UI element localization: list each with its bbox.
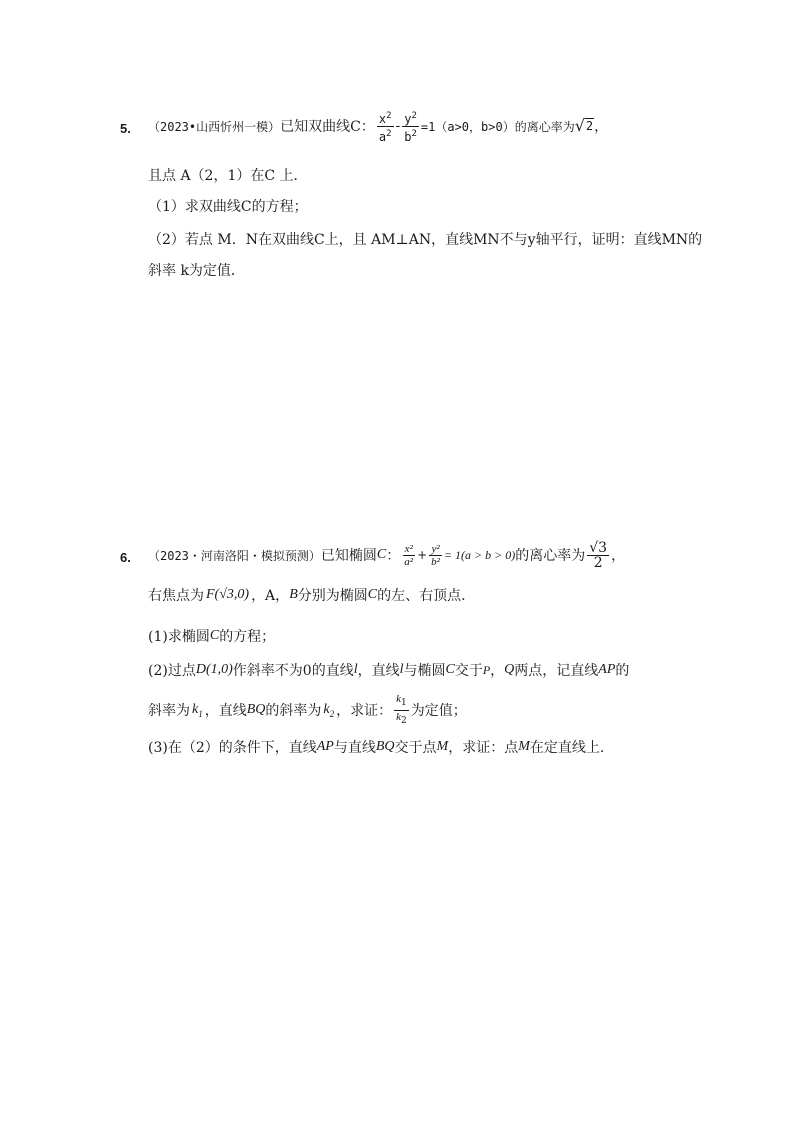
point-m: M — [436, 739, 449, 754]
question-5-part-1: （1）求双曲线C的方程； — [148, 199, 308, 215]
question-5-intro: 已知双曲线C： — [280, 119, 375, 135]
curve-c: C — [445, 662, 455, 677]
ellipse-rhs: = 1(a > b > 0) — [443, 547, 516, 562]
slope-k1: $k_1$ — [192, 701, 203, 719]
focus-point: F(√3,0) — [206, 587, 250, 602]
comma: ， — [594, 119, 609, 135]
question-5-number: 5. — [120, 121, 131, 136]
ratio-k1-k2: $\frac{k_1}{k_2}$ — [396, 693, 407, 726]
curve-c: C — [367, 587, 378, 602]
question-5-line-1 — [148, 104, 608, 148]
line-ap: AP — [316, 739, 334, 754]
line-l: l — [399, 662, 404, 677]
point-q: Q — [504, 662, 515, 677]
question-6-part-2: (2)过点 D(1,0) 作斜率不为0的直线 l ，直线 l 与椭圆 C 交于 P ， Q 两点，记直线 AP 的 — [148, 662, 630, 679]
plus-sign: + — [417, 548, 428, 562]
curve-c: C — [376, 547, 387, 562]
line-bq: BQ — [375, 739, 395, 754]
question-6-intro: 已知椭圆 — [320, 548, 377, 564]
point-b: B — [289, 587, 298, 602]
question-5-part-2: （2）若点 M．N在双曲线C上，且 AM⊥AN，直线MN不与y轴平行，证明：直线MN的 — [148, 232, 703, 248]
eccentricity-label: 的离心率为 — [515, 548, 586, 564]
point-d: D(1,0) — [195, 662, 233, 677]
slope-k2: $k_2$ — [323, 701, 335, 719]
ellipse-x-term: $\frac{\text{x²}}{\text{a²}}$ — [404, 542, 414, 568]
line-ap: AP — [598, 662, 616, 677]
minus-sign: - — [395, 118, 401, 134]
hyperbola-x-term: $\frac{x^2}{a^2}$ — [378, 110, 392, 144]
question-5-line-2: 且点 A（2，1）在C 上． — [148, 168, 308, 184]
ellipse-y-term: $\frac{\text{y²}}{\text{b²}}$ — [431, 542, 440, 568]
question-5-source: （2023•山西忻州一模） — [148, 119, 281, 134]
hyperbola-y-term: $\frac{y^2}{b^2}$ — [404, 110, 417, 144]
question-5-part-2-cont: 斜率 k为定值． — [148, 263, 245, 279]
question-6-line-2: 右焦点为 F(√3,0) ，A， B 分别为椭圆 C 的左、右顶点. — [148, 587, 466, 604]
line-l: l — [353, 662, 358, 677]
question-6-part-2-cont: 斜率为 $k_1$ ，直线 BQ 的斜率为 $k_2$ ，求证： $\frac{k_1}{k_2}$ 为定值； — [148, 693, 467, 726]
colon: ： — [386, 548, 401, 564]
point-p: P — [482, 662, 491, 677]
question-6-number: 6. — [120, 550, 131, 565]
point-m: M — [518, 739, 530, 754]
question-6-part-3: (3)在（2）的条件下，直线 AP 与直线 BQ 交于点 M ，求证：点 M 在定直线上. — [148, 739, 605, 756]
comma: ， — [611, 548, 626, 564]
eccentricity-fraction: $\frac{√3}{2}$ — [589, 539, 608, 571]
line-bq: BQ — [246, 702, 266, 717]
curve-c: C — [209, 628, 220, 643]
question-6-part-1: (1)求椭圆 C 的方程； — [148, 628, 276, 645]
hyperbola-rhs: =1（a>0，b>0）的离心率为 — [420, 119, 575, 134]
question-6-source: （2023・河南洛阳・模拟预测） — [148, 548, 321, 563]
question-6-line-1 — [148, 534, 625, 576]
eccentricity-sqrt2: √ 2 — [574, 116, 594, 135]
